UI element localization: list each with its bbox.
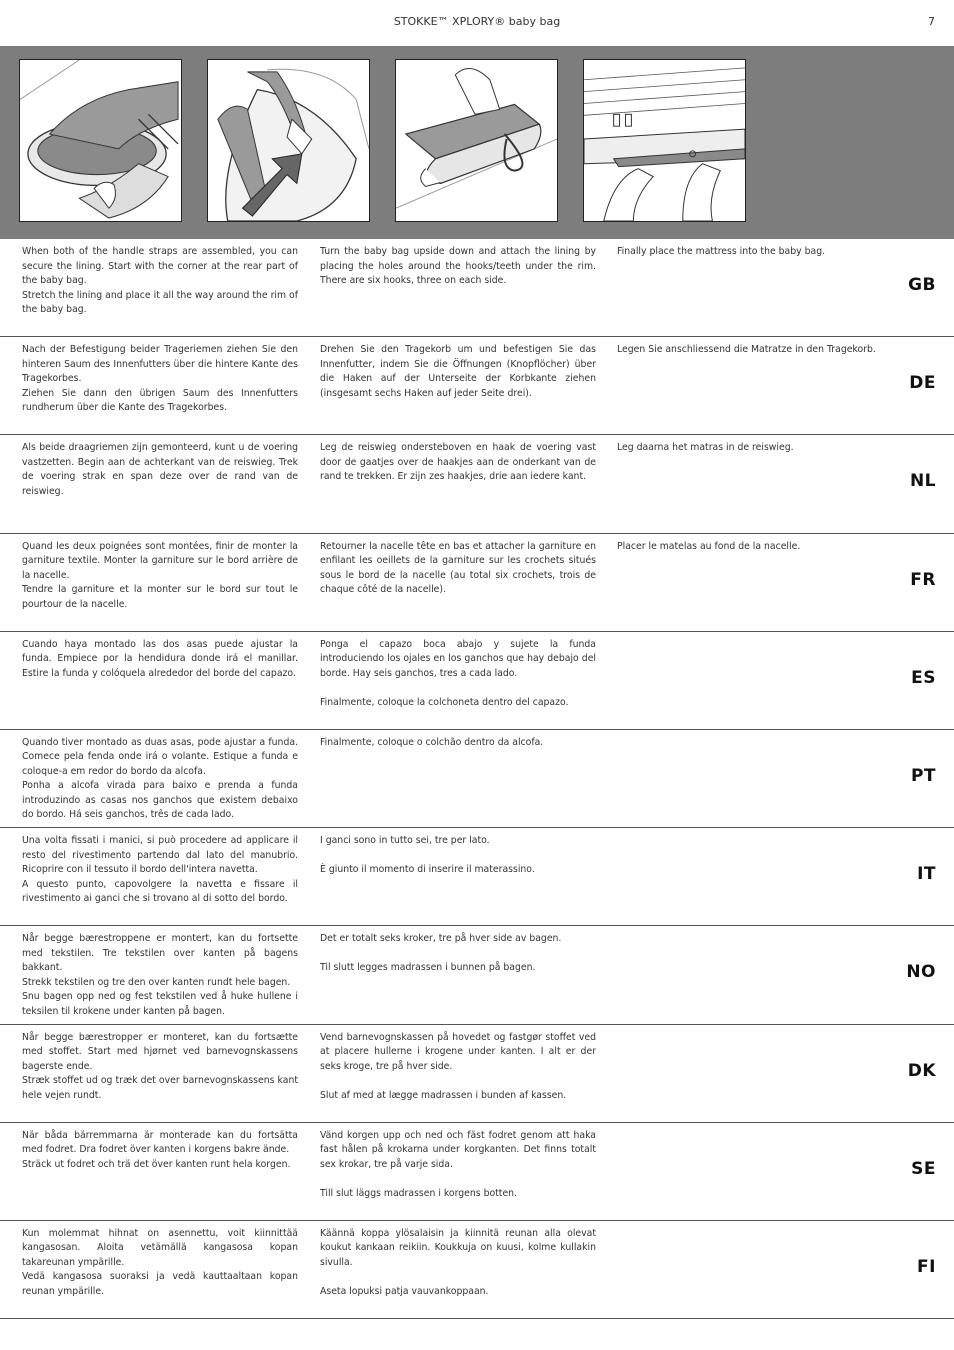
language-row-pt [0, 730, 954, 828]
place-mattress-illustration [583, 59, 746, 222]
language-code: FR [910, 569, 936, 590]
step-2-text: Drehen Sie den Tragekorb um und befestigen Sie das Innenfutter, indem Sie die Öffnungen (Knopflöcher) über die Haken auf der Unterseite der Korbkante ziehen (insgesamt sechs Haken auf jeder Seite drei). [320, 344, 596, 399]
step-1-text: Quand les deux poignées sont montées, finir de monter la garniture textile. Monter la garniture sur le bord arrière de la nacelle. Tendre la garniture et la monter sur le bord sur tout le pourtour de la nacelle. [22, 540, 298, 610]
step-1-text: Nach der Befestigung beider Trageriemen ziehen Sie den hinteren Saum des Innenfutters über die hintere Kante des Tragekorbes. Ziehen Sie dann den übrigen Saum des Innenfutters rundherum über die Kante des Tragekorbes. [22, 344, 298, 414]
step-1-text: Når begge bærestropper er monteret, kan du fortsætte med stoffet. Start med hjørnet ved barnevognskassens bagerste ende. Stræk stoffet ud og træk det over barnevognskassens kant hele vejen rundt. [22, 1031, 298, 1101]
step-1-text: Quando tiver montado as duas asas, pode ajustar a funda. Comece pela fenda onde irá o volante. Estique a funda e coloque-a em redor do bordo da alcofa. Ponha a alcofa virada para baixo e prenda a funda introduzindo as casas nos ganchos que existem debaixo do bordo. Há seis ganchos, três de cada lado. [22, 736, 298, 821]
step-1-text: När båda bärremmarna är monterade kan du fortsätta med fodret. Dra fodret över kanten i korgens bakre ände. Sträck ut fodret och trä det över kanten runt hela korgen. [22, 1129, 298, 1170]
language-row-de [0, 337, 954, 435]
step-1-text: Kun molemmat hihnat on asennettu, voit kiinnittää kangasosan. Aloita vetämällä kangasosa kopan takareunan ympärille. Vedä kangasosa suoraksi ja vedä kauttaaltaan kopan reunan ympärille. [22, 1227, 298, 1297]
upside-down-bag-illustration [395, 59, 558, 222]
language-row-se [0, 1123, 954, 1221]
step-1-text: Cuando haya montado las dos asas puede ajustar la funda. Empiece por la hendidura donde irá el manillar. Estire la funda y colóquela alrededor del borde del capazo. [22, 638, 298, 679]
step-2-text: Vend barnevognskassen på hovedet og fastgør stoffet ved at placere hullerne i krogene under kanten. I alt er der seks kroge, tre på hver side. Slut af med at lægge madrassen i bunden af kassen. [320, 1031, 596, 1101]
language-row-no [0, 926, 954, 1024]
language-row-es [0, 632, 954, 730]
language-code: ES [911, 667, 936, 688]
step-3-text: Leg daarna het matras in de reiswieg. [617, 442, 794, 454]
step-2-text: Det er totalt seks kroker, tre på hver side av bagen. Til slutt legges madrassen i bunnen på bagen. [320, 933, 562, 974]
document-title: STOKKE™ XPLORY® baby bag [393, 15, 561, 28]
step-2-text: Turn the baby bag upside down and attach the lining by placing the holes around the hooks/teeth under the rim. There are six hooks, three on each side. [320, 246, 596, 286]
language-row-it [0, 828, 954, 926]
language-code: NL [909, 471, 936, 492]
step-1-text: When both of the handle straps are assembled, you can secure the lining. Start with the corner at the rear part of the baby bag. Stretch the lining and place it all the way around the rim of the baby bag. [22, 246, 298, 315]
language-row-nl [0, 435, 954, 533]
instruction-table [0, 239, 954, 1319]
language-row-gb [0, 239, 954, 337]
language-code: FI [917, 1256, 936, 1277]
language-code: PT [910, 765, 936, 786]
step-1-text: Når begge bærestroppene er montert, kan du fortsette med tekstilen. Tre tekstilen over kanten på bagens bakkant. Strekk tekstilen og tre den over kanten rundt hele bagen. Snu bagen opp ned og fest tekstilen ved å huke hullene i teksilen til krokene under kanten på bagen. [22, 933, 298, 1017]
page-number: 7 [928, 15, 935, 28]
page-header [0, 0, 954, 46]
language-row-fi [0, 1221, 954, 1319]
step-3-text: Finally place the mattress into the baby bag. [617, 246, 826, 257]
step-2-text: Ponga el capazo boca abajo y sujete la funda introduciendo los ojales en los ganchos que hay debajo del borde. Hay seis ganchos, tres a cada lado. Finalmente, coloque la colchoneta dentro del capazo. [320, 638, 596, 708]
step-2-text: Finalmente, coloque o colchão dentro da alcofa. [320, 736, 544, 748]
step-1-text: Una volta fissati i manici, si può procedere ad applicare il resto del rivestimento partendo dal lato del manubrio. Ricoprire con il tessuto il bordo dell'intera navetta. A questo punto, capovolgere la navetta e fissare il rivestimento ai ganci che si trovano al di sotto del bordo. [22, 835, 298, 905]
language-code: DK [907, 1060, 936, 1081]
step-2-text: Retourner la nacelle tête en bas et attacher la garniture en enfilant les oeillets de la garniture sur les crochets situés sous le bord de la nacelle (au total six crochets, trois de chaque côté de la nacelle). [320, 540, 596, 596]
language-code: NO [906, 962, 936, 983]
language-code: GB [908, 275, 936, 295]
language-row-dk [0, 1025, 954, 1123]
step-3-text: Placer le matelas au fond de la nacelle. [617, 540, 801, 552]
step-2-text: I ganci sono in tutto sei, tre per lato. È giunto il momento di inserire il materassino. [320, 835, 535, 876]
language-code: IT [917, 864, 936, 885]
step-3-text: Legen Sie anschliessend die Matratze in den Tragekorb. [617, 344, 876, 356]
language-row-fr [0, 534, 954, 632]
handle-strap-lining-illustration [19, 59, 182, 222]
step-1-text: Als beide draagriemen zijn gemonteerd, kunt u de voering vastzetten. Begin aan de achterkant van de reiswieg. Trek de voering strak en span deze over de rand van de reiswieg. [22, 442, 298, 497]
language-code: DE [909, 373, 936, 394]
stretch-lining-arrow-illustration [207, 59, 370, 222]
step-2-text: Vänd korgen upp och ned och fäst fodret genom att haka fast hålen på krokarna under korgkanten. Det finns totalt sex krokar, tre på varje sida. Till slut läggs madrassen i korgens botten. [320, 1129, 596, 1199]
step-2-text: Leg de reiswieg ondersteboven en haak de voering vast door de gaatjes over de haakjes aan de onderkant van de rand te trekken. Er zijn zes haakjes, drie aan iedere kant. [320, 442, 596, 483]
step-2-text: Käännä koppa ylösalaisin ja kiinnitä reunan alla olevat koukut kankaan reikiin. Koukkuja on kuusi, kolme kullakin sivulla. Aseta lopuksi patja vauvankoppaan. [320, 1227, 596, 1297]
illustration-band [0, 46, 954, 239]
language-code: SE [911, 1158, 936, 1179]
